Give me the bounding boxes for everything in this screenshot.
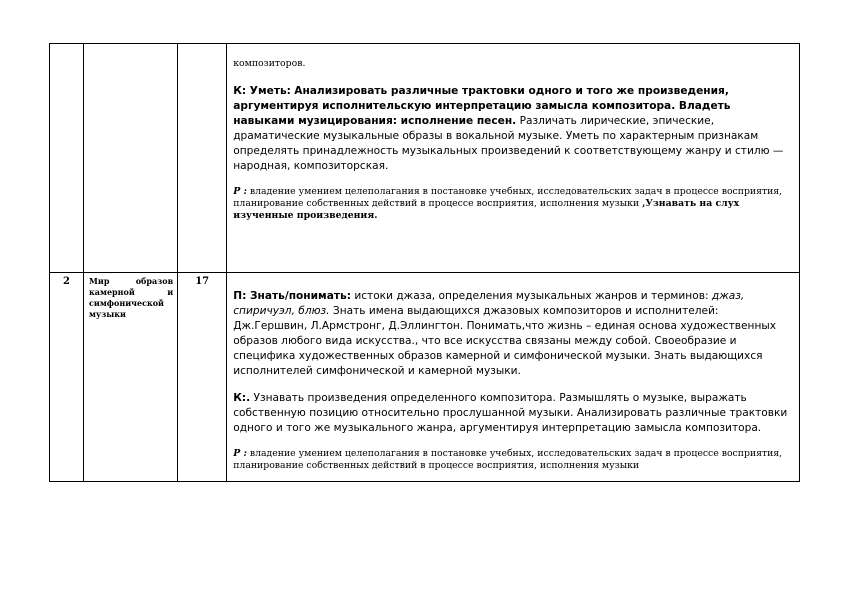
communicative-outcomes xyxy=(233,84,791,174)
topic-line: Мир образов xyxy=(89,275,174,286)
topic-title xyxy=(84,272,178,481)
outcomes-cell xyxy=(227,272,800,481)
p-know-text-a: истоки джаза, определения музыкальных жанров и терминов: xyxy=(354,289,709,302)
p-know-italic: джаз, спиричуэл, блюз. xyxy=(233,289,745,317)
cognitive-outcomes xyxy=(233,275,791,379)
topic-line: симфонической xyxy=(89,297,164,308)
communicative-outcomes xyxy=(233,391,791,436)
p-know-text-b: Знать имена выдающихся джазовых композиторов и исполнителей: Дж.Гершвин, Л.Армстронг, Д.Эллингтон. Понимать,что жизнь – единая основа художественных образов любого вида искусства., что все искусства связаны между собой. Своеобразие и специфика художественных образов камерной и симфонической музыки. Знать выдающихся исполнителей симфонической и камерной музыки. xyxy=(233,304,777,377)
outcomes-cell xyxy=(227,44,800,273)
topic-cell xyxy=(84,44,178,273)
p-text: владение умением целеполагания в постановке учебных, исследовательских задач в процессе восприятия, планирование собственных действий в процессе восприятия, исполнения музыки xyxy=(233,447,783,471)
table-row xyxy=(50,272,800,481)
table-row xyxy=(50,44,800,273)
k-regular-text: Различать лирические, эпические, драматические музыкальные образы в вокальной музыке. Уметь по характерным признакам определять принадлежность музыкальных произведений к соответствующему жанру и стилю — народная, композиторская. xyxy=(233,115,784,172)
p-label: Р : xyxy=(233,186,247,197)
k-text: Узнавать произведения определенного композитора. Размышлять о музыке, выражать собственную позицию относительно прослушанной музыки. Анализировать различные трактовки одного и того же музыкального жанра, аргументируя интерпретацию замысла композитора. xyxy=(233,391,788,434)
topic-line: камерной и xyxy=(89,286,174,297)
curriculum-table xyxy=(49,43,800,482)
topic-line: музыки xyxy=(89,308,126,319)
p-label: Р : xyxy=(233,447,247,459)
k-label: К:. xyxy=(233,391,251,404)
p-text: владение умением целеполагания в постановке учебных, исследовательских задач в процессе восприятия, планирование собственных действий в процессе восприятия, исполнения музыки xyxy=(233,186,783,209)
row-number: 2 xyxy=(50,272,84,481)
p-know-label: П: Знать/понимать: xyxy=(233,289,351,302)
hours-value: 17 xyxy=(178,272,227,481)
hours-cell xyxy=(178,44,227,273)
regulatory-outcomes xyxy=(233,186,791,222)
number-cell xyxy=(50,44,84,273)
k-bold-text: Анализировать различные трактовки одного и того же произведения, аргументируя исполнительскую интерпретацию замысла композитора. Владеть навыками музицирования: исполнение песен. xyxy=(233,85,731,127)
p-bold-tail: ,Узнавать на слух изученные произведения. xyxy=(233,198,740,221)
regulatory-outcomes xyxy=(233,448,791,472)
k-label: К: Уметь: xyxy=(233,85,291,97)
continuation-text: композиторов. xyxy=(233,58,306,69)
